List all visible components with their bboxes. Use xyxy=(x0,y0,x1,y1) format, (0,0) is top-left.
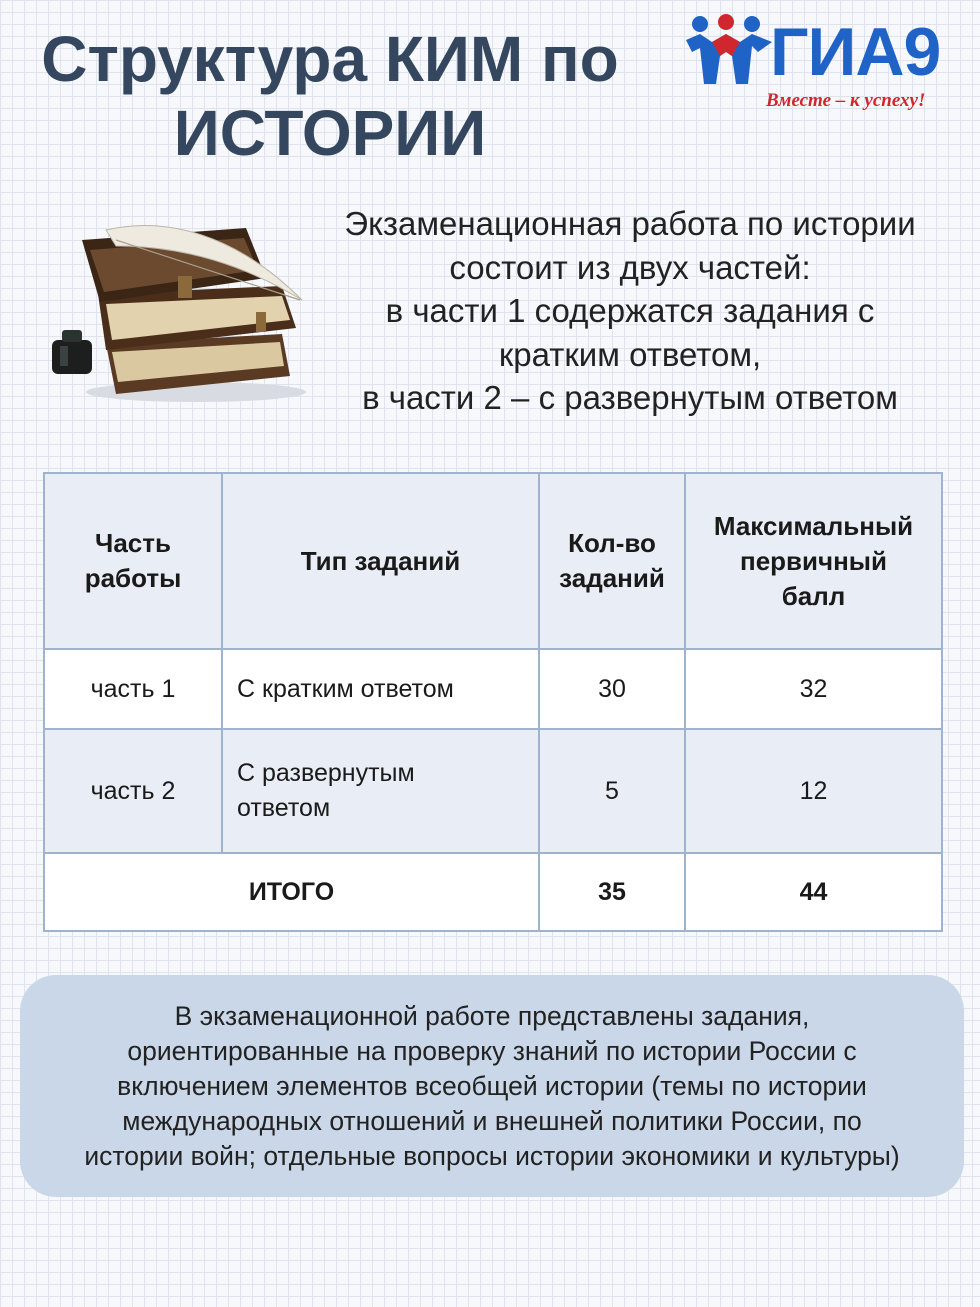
header-count: Кол-во заданий xyxy=(539,473,685,649)
note-line: включением элементов всеобщей истории (темы по истории xyxy=(117,1070,867,1101)
note-line: ориентированные на проверку знаний по истории России с xyxy=(127,1035,857,1066)
title-line-1: Структура КИМ по xyxy=(41,23,619,95)
info-note xyxy=(20,975,964,1197)
table-total-row xyxy=(44,853,942,931)
gia9-logo xyxy=(682,10,972,120)
intro-line: в части 1 содержатся задания с xyxy=(385,292,875,329)
logo-slogan: Вместе – к успеху! xyxy=(766,90,926,111)
intro-line: Экзаменационная работа по истории xyxy=(344,205,916,242)
cell-type: С кратким ответом xyxy=(222,649,539,729)
cell-type: С развернутым ответом xyxy=(222,729,539,853)
note-line: В экзаменационной работе представлены задания, xyxy=(174,1000,810,1031)
table-header-row xyxy=(44,473,942,649)
cell-part: часть 1 xyxy=(44,649,222,729)
kim-structure-table xyxy=(43,472,943,932)
cell-max-score: 32 xyxy=(685,649,942,729)
intro-text xyxy=(300,202,960,420)
total-max-score: 44 xyxy=(685,853,942,931)
intro-line: в части 2 – с развернутым ответом xyxy=(362,379,898,416)
intro-line: кратким ответом, xyxy=(498,335,762,373)
old-books-with-quill-icon xyxy=(46,216,308,406)
note-line: международных отношений и внешней политики России, по xyxy=(122,1105,862,1136)
note-line: истории войн; отдельные вопросы истории экономики и культуры) xyxy=(84,1140,900,1171)
total-label: ИТОГО xyxy=(44,853,539,931)
cell-max-score: 12 xyxy=(685,729,942,853)
table-row xyxy=(44,649,942,729)
intro-line: состоит из двух частей: xyxy=(449,248,811,286)
page-title xyxy=(0,22,660,170)
cell-part: часть 2 xyxy=(44,729,222,853)
total-count: 35 xyxy=(539,853,685,931)
table-row xyxy=(44,729,942,853)
people-icon xyxy=(682,12,778,92)
header-part: Часть работы xyxy=(44,473,222,649)
header-max-score: Максимальный первичный балл xyxy=(685,473,942,649)
logo-text: ГИА9 xyxy=(770,14,941,90)
cell-count: 5 xyxy=(539,729,685,853)
title-line-2: ИСТОРИИ xyxy=(173,97,487,169)
cell-count: 30 xyxy=(539,649,685,729)
header-type: Тип заданий xyxy=(222,473,539,649)
